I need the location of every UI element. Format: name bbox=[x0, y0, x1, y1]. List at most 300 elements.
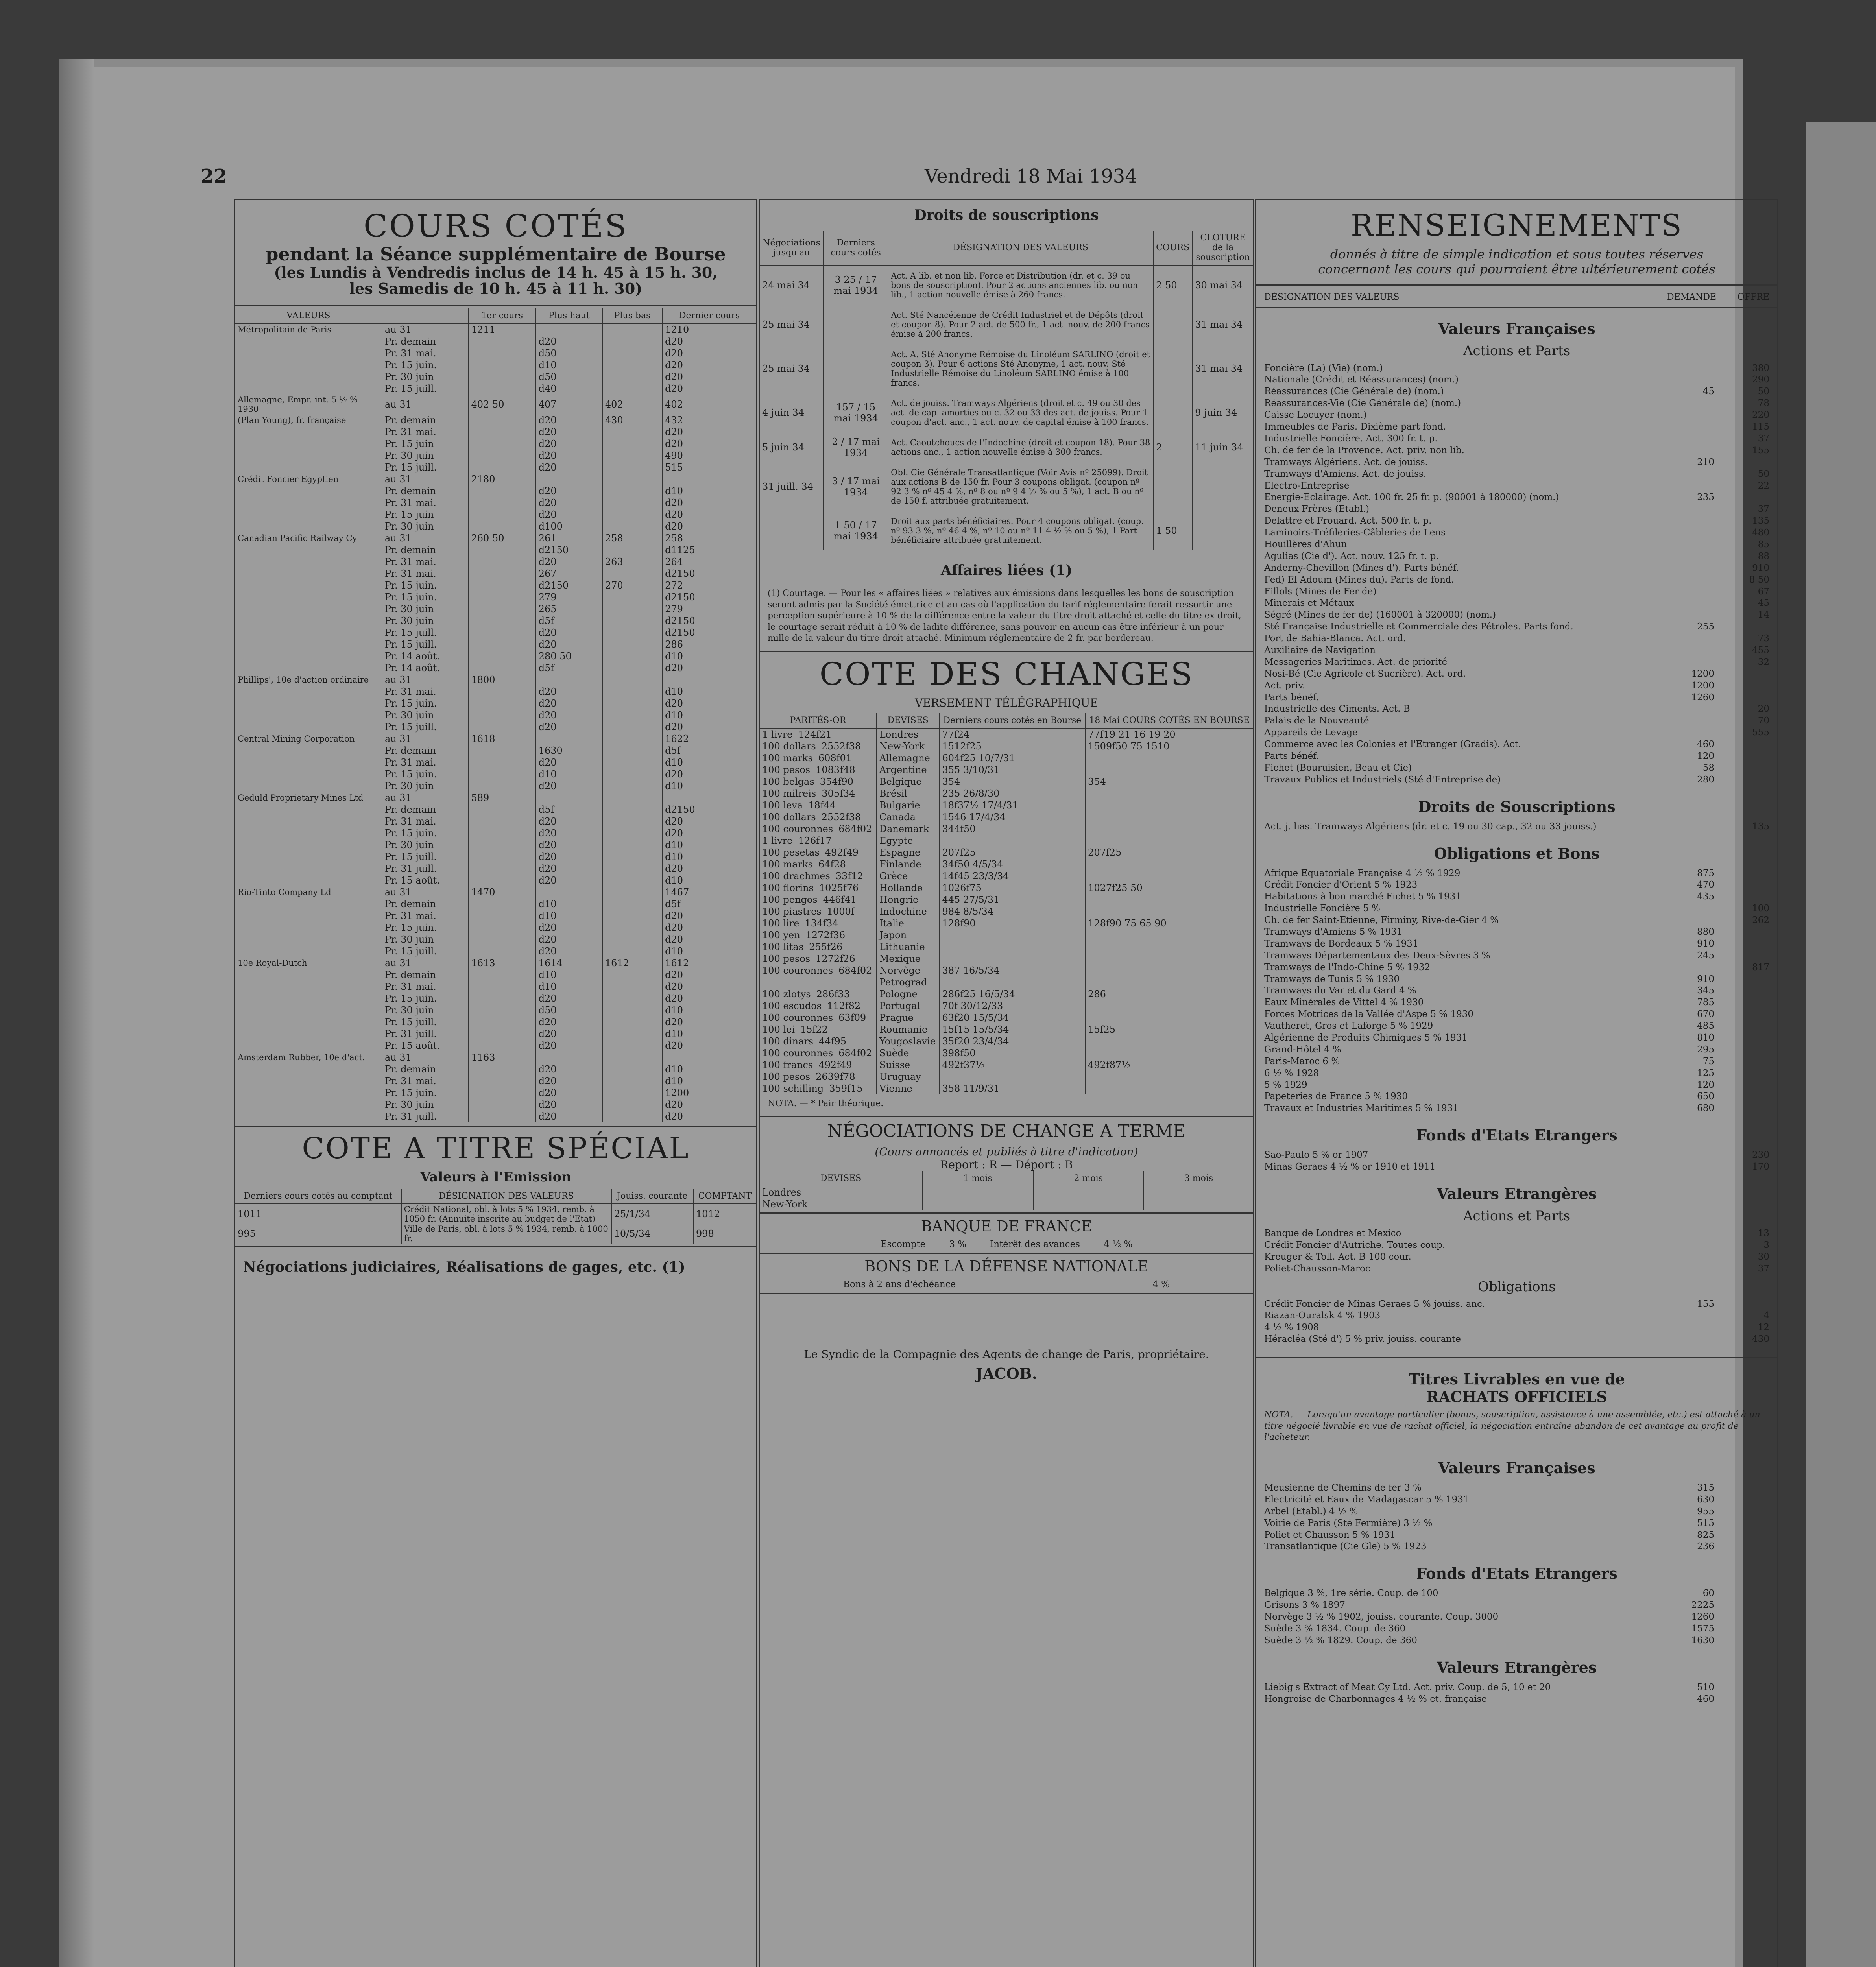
table-row bbox=[235, 697, 756, 709]
cell-a bbox=[1667, 645, 1714, 657]
cell-a: 1575 bbox=[1691, 1623, 1714, 1634]
table-cell bbox=[602, 485, 662, 497]
table-cell bbox=[1085, 976, 1253, 988]
cell-b bbox=[1714, 891, 1769, 903]
table-row bbox=[235, 898, 756, 910]
list-item bbox=[1256, 363, 1777, 375]
table-row bbox=[235, 520, 756, 532]
cell-b bbox=[1714, 1611, 1769, 1623]
table-row bbox=[760, 1024, 1253, 1035]
table-cell bbox=[602, 438, 662, 450]
table-cell: d20 bbox=[665, 521, 683, 532]
table-cell bbox=[602, 969, 662, 981]
table-row bbox=[760, 752, 1253, 764]
table-cell bbox=[760, 1059, 877, 1071]
table-cell: 402 bbox=[602, 395, 662, 414]
changes-title: COTE DES CHANGES bbox=[819, 655, 1194, 692]
table-cell: d20 bbox=[536, 757, 602, 768]
table-cell bbox=[468, 591, 535, 603]
table-cell bbox=[235, 371, 382, 383]
table-cell: Italie bbox=[877, 917, 940, 929]
table-cell bbox=[760, 870, 877, 882]
table-cell bbox=[536, 1052, 602, 1063]
table-row bbox=[235, 544, 756, 556]
parite-unit: 100 pesos bbox=[762, 953, 811, 964]
cell-d: Agulias (Cie d'). Act. nouv. 125 fr. t. p. bbox=[1264, 551, 1439, 561]
cell-d: Parts bénéf. bbox=[1264, 751, 1319, 761]
table-cell bbox=[235, 662, 382, 674]
list-item bbox=[1256, 1494, 1777, 1506]
cell-a bbox=[1667, 374, 1714, 386]
cell-d: Belgique 3 %, 1re série. Coup. de 100 bbox=[1264, 1588, 1438, 1599]
table-cell bbox=[235, 603, 382, 615]
table-row bbox=[760, 858, 1253, 870]
table-cell: 30 mai 34 bbox=[1195, 280, 1243, 291]
terme-table bbox=[760, 1171, 1253, 1210]
cell-b bbox=[1714, 926, 1769, 938]
table-cell: Pr. 30 juin bbox=[382, 615, 468, 627]
table-cell bbox=[235, 638, 382, 650]
cell-d: Habitations à bon marché Fichet 5 % 1931 bbox=[1264, 891, 1461, 902]
table-cell: Rio-Tinto Company Ld bbox=[235, 886, 382, 898]
table-cell bbox=[235, 336, 382, 347]
table-cell: 490 bbox=[665, 450, 683, 461]
droits-title: Droits de souscriptions bbox=[914, 207, 1099, 223]
table-cell bbox=[602, 745, 662, 757]
table-cell bbox=[235, 945, 382, 957]
table-cell: 445 27/5/31 bbox=[939, 894, 1085, 906]
parite-value: 1272f36 bbox=[805, 929, 846, 941]
table-cell: Pr. 30 juin bbox=[382, 450, 468, 461]
terme-subtitle: (Cours annoncés et publiés à titre d'indication) bbox=[875, 1145, 1138, 1158]
cell-d: Tramways du Var et du Gard 4 % bbox=[1264, 985, 1416, 996]
table-cell bbox=[760, 976, 877, 988]
table-cell: Pr. 14 août. bbox=[382, 650, 468, 662]
table-cell: 407 bbox=[536, 395, 602, 414]
table-cell bbox=[468, 627, 535, 638]
parite-value: 492f49 bbox=[825, 847, 859, 858]
list-item bbox=[1256, 1251, 1777, 1263]
table-cell: Lithuanie bbox=[877, 941, 940, 953]
list-item bbox=[1256, 386, 1777, 398]
table-cell: 14f45 23/3/34 bbox=[939, 870, 1085, 882]
cell-b bbox=[1714, 1091, 1769, 1103]
table-cell bbox=[602, 1016, 662, 1028]
changes-subtitle: VERSEMENT TÉLÉGRAPHIQUE bbox=[915, 696, 1098, 709]
list-item bbox=[1256, 563, 1777, 574]
column-header: DEMANDE bbox=[1667, 292, 1717, 302]
table-cell: Phillips', 10e d'action ordinaire bbox=[235, 674, 382, 686]
cell-d: Crédit Foncier d'Autriche. Toutes coup. bbox=[1264, 1240, 1446, 1250]
table-cell: d5f bbox=[665, 899, 681, 910]
parite-value: 255f26 bbox=[809, 941, 843, 952]
list-item bbox=[1256, 1020, 1777, 1032]
list-item bbox=[1256, 480, 1777, 492]
list-item bbox=[1256, 1150, 1777, 1161]
table-cell bbox=[468, 1028, 535, 1040]
table-cell bbox=[760, 1012, 877, 1024]
table-cell: Pr. 30 juin bbox=[382, 709, 468, 721]
cours-cotes-table bbox=[235, 308, 756, 1122]
table-row bbox=[235, 733, 756, 745]
cell-d: Banque de Londres et Mexico bbox=[1264, 1228, 1401, 1239]
table-cell bbox=[760, 1035, 877, 1047]
table-cell: d20 bbox=[665, 993, 683, 1004]
cell-b bbox=[1714, 868, 1769, 880]
table-cell bbox=[235, 1028, 382, 1040]
table-cell: d20 bbox=[536, 922, 602, 934]
table-cell bbox=[760, 894, 877, 906]
table-cell: d2150 bbox=[665, 615, 695, 627]
table-cell bbox=[235, 1040, 382, 1052]
table-cell: 258 bbox=[602, 532, 662, 544]
table-row bbox=[760, 870, 1253, 882]
cell-b: 3 bbox=[1763, 1240, 1769, 1250]
table-cell: Argentine bbox=[877, 764, 940, 776]
table-row bbox=[760, 799, 1253, 811]
table-cell bbox=[602, 981, 662, 993]
list-item bbox=[1256, 515, 1777, 527]
table-cell: d20 bbox=[536, 450, 602, 461]
table-cell bbox=[602, 922, 662, 934]
table-cell bbox=[1085, 894, 1253, 906]
table-row bbox=[235, 993, 756, 1004]
cell-a: 785 bbox=[1697, 997, 1714, 1008]
cell-a bbox=[1667, 1240, 1714, 1251]
cell-a: 255 bbox=[1697, 622, 1714, 632]
cell-d: Ch. de fer de la Provence. Act. priv. non lib. bbox=[1264, 445, 1464, 456]
table-cell: Pr. 15 juin bbox=[382, 438, 468, 450]
cell-b: 555 bbox=[1752, 727, 1769, 738]
rachats-nota: NOTA. — Lorsqu'un avantage particulier (bonus, souscription, assistance à une assemblée, etc.) est attaché à un titre négocié livrable en vue de rachat officiel, la négociation entraîne abandon de cet avantage au profit de l'acheteur. bbox=[1264, 1410, 1760, 1443]
table-cell: d10 bbox=[536, 981, 602, 993]
table-cell: Droit aux parts bénéficiaires. Pour 4 coupons obligat. (coup. nº 93 3 %, nº 46 4 %, nº 10 ou nº 11 4 ½ % ou 5 %), 1 Part bénéficiaire attribuée gratuitement. bbox=[888, 511, 1153, 550]
list-item bbox=[1256, 1263, 1777, 1275]
table-row bbox=[235, 1075, 756, 1087]
parite-unit: 100 couronnes bbox=[762, 1047, 833, 1059]
cell-b: 50 bbox=[1758, 469, 1769, 479]
cell-a: 155 bbox=[1697, 1299, 1714, 1309]
list-item bbox=[1256, 1611, 1777, 1623]
list-item bbox=[1256, 1310, 1777, 1322]
cell-b: 480 bbox=[1752, 528, 1769, 538]
table-cell bbox=[602, 674, 662, 686]
table-cell bbox=[602, 359, 662, 371]
table-cell bbox=[602, 662, 662, 674]
table-cell bbox=[602, 1063, 662, 1075]
table-cell bbox=[235, 1075, 382, 1087]
table-cell bbox=[760, 988, 877, 1000]
table-row bbox=[235, 804, 756, 816]
table-cell bbox=[235, 438, 382, 450]
cell-d: Immeubles de Paris. Dixième part fond. bbox=[1264, 422, 1446, 432]
list-item bbox=[1256, 997, 1777, 1009]
table-cell bbox=[235, 497, 382, 509]
cell-a bbox=[1667, 1228, 1714, 1240]
table-row bbox=[760, 976, 1253, 988]
table-cell: Pr. 31 mai. bbox=[382, 556, 468, 568]
table-cell: Pr. 31 juill. bbox=[382, 1111, 468, 1122]
parite-value: 684f02 bbox=[838, 823, 872, 834]
table-cell: Suède bbox=[877, 1047, 940, 1059]
cell-b: 30 bbox=[1758, 1251, 1769, 1262]
table-cell: Finlande bbox=[877, 858, 940, 870]
table-cell: 267 bbox=[536, 568, 602, 579]
cell-b: 8 50 bbox=[1749, 574, 1769, 585]
table-row bbox=[760, 728, 1253, 740]
table-cell bbox=[760, 1024, 877, 1035]
list-item bbox=[1256, 1056, 1777, 1068]
cell-d: Grand-Hôtel 4 % bbox=[1264, 1044, 1341, 1055]
table-row bbox=[235, 969, 756, 981]
cell-b: 88 bbox=[1758, 551, 1769, 561]
list-item bbox=[1256, 574, 1777, 586]
table-cell bbox=[602, 697, 662, 709]
cell-b bbox=[1714, 739, 1769, 751]
table-cell: au 31 bbox=[382, 886, 468, 898]
parite-value: 608f01 bbox=[818, 752, 852, 764]
table-cell bbox=[602, 1111, 662, 1122]
table-cell: 286 bbox=[1088, 988, 1106, 1000]
cell-b: 85 bbox=[1758, 539, 1769, 550]
table-row bbox=[235, 426, 756, 438]
table-cell: 1210 bbox=[665, 324, 689, 336]
list-item bbox=[1256, 1299, 1777, 1310]
table-cell: d20 bbox=[536, 1028, 602, 1040]
table-cell bbox=[760, 929, 877, 941]
table-row bbox=[235, 497, 756, 509]
table-row bbox=[235, 485, 756, 497]
table-cell bbox=[235, 579, 382, 591]
column-header: 1er cours bbox=[468, 308, 535, 323]
table-cell: Allemagne, Empr. int. 5 ½ % 1930 bbox=[235, 395, 382, 414]
cell-b bbox=[1714, 1068, 1769, 1079]
cell-b: 380 bbox=[1752, 363, 1769, 373]
section-title: Valeurs Etrangères bbox=[1437, 1185, 1597, 1203]
table-cell: Uruguay bbox=[877, 1071, 940, 1083]
table-cell: d50 bbox=[536, 1004, 602, 1016]
table-cell: 286 bbox=[665, 639, 683, 650]
table-cell bbox=[602, 851, 662, 863]
table-cell: 2 / 17 mai 1934 bbox=[824, 432, 888, 462]
list-item bbox=[1256, 398, 1777, 410]
list-item bbox=[1256, 1600, 1777, 1611]
table-cell: Pr. demain bbox=[382, 898, 468, 910]
list-item bbox=[1256, 410, 1777, 421]
cell-a bbox=[1667, 586, 1714, 598]
table-cell bbox=[235, 544, 382, 556]
cell-a bbox=[1667, 504, 1714, 515]
table-cell: 4 juin 34 bbox=[760, 393, 824, 432]
cell-d: Deneux Frères (Etabl.) bbox=[1264, 504, 1369, 515]
table-row bbox=[235, 323, 756, 336]
cell-b bbox=[1714, 457, 1769, 469]
table-cell: d10 bbox=[665, 1076, 683, 1087]
cell-a: 280 bbox=[1697, 774, 1714, 785]
table-row bbox=[235, 568, 756, 579]
table-cell: 11 juin 34 bbox=[1195, 442, 1243, 453]
table-cell bbox=[602, 839, 662, 851]
renseignements-sub1: donnés à titre de simple indication et sous toutes réserves bbox=[1330, 247, 1704, 262]
section-title: Droits de Souscriptions bbox=[1418, 797, 1616, 816]
table-row bbox=[235, 816, 756, 827]
table-row bbox=[760, 1083, 1253, 1094]
table-cell: 25/1/34 bbox=[611, 1204, 693, 1224]
table-cell: 1614 bbox=[536, 957, 602, 969]
table-cell bbox=[760, 764, 877, 776]
table-cell: Pr. 15 juill. bbox=[382, 851, 468, 863]
cell-a: 1200 bbox=[1691, 680, 1714, 691]
list-item bbox=[1256, 1228, 1777, 1240]
terme-title: NÉGOCIATIONS DE CHANGE A TERME bbox=[827, 1121, 1186, 1141]
table-cell: Pr. 15 juin. bbox=[382, 579, 468, 591]
table-cell bbox=[468, 1063, 535, 1075]
table-cell bbox=[468, 426, 535, 438]
cell-d: Fillols (Mines de Fer de) bbox=[1264, 586, 1377, 597]
cell-a: 825 bbox=[1697, 1530, 1714, 1540]
table-cell: d20 bbox=[536, 426, 602, 438]
list-item bbox=[1256, 879, 1777, 891]
table-cell: 432 bbox=[665, 415, 683, 426]
table-cell: 128f90 bbox=[939, 917, 1085, 929]
table-row bbox=[235, 957, 756, 969]
table-cell: Pr. 15 juin. bbox=[382, 768, 468, 780]
table-cell: d20 bbox=[665, 828, 683, 839]
cell-b bbox=[1714, 1600, 1769, 1611]
parite-value: 15f22 bbox=[800, 1024, 828, 1035]
cell-b: 50 bbox=[1758, 386, 1769, 397]
table-cell bbox=[235, 745, 382, 757]
table-cell: au 31 bbox=[382, 1052, 468, 1063]
table-cell bbox=[468, 371, 535, 383]
parite-unit: 100 marks bbox=[762, 752, 813, 764]
table-cell bbox=[1085, 1035, 1253, 1047]
table-row bbox=[235, 721, 756, 733]
cell-b bbox=[1714, 950, 1769, 962]
table-cell bbox=[1153, 393, 1192, 432]
table-cell: au 31 bbox=[382, 957, 468, 969]
table-cell bbox=[824, 344, 888, 393]
table-cell: 77f19 21 16 19 20 bbox=[1088, 729, 1176, 740]
table-cell: 25 mai 34 bbox=[760, 305, 824, 344]
cell-d: Grisons 3 % 1897 bbox=[1264, 1600, 1345, 1611]
table-cell: d20 bbox=[536, 461, 602, 473]
table-cell bbox=[602, 615, 662, 627]
table-cell: d20 bbox=[665, 662, 683, 674]
table-cell: Pr. 31 mai. bbox=[382, 426, 468, 438]
table-cell bbox=[235, 816, 382, 827]
table-cell: d20 bbox=[665, 969, 683, 981]
table-cell: Pr. 15 juin. bbox=[382, 697, 468, 709]
table-cell bbox=[468, 721, 535, 733]
table-cell: Pr. 31 mai. bbox=[382, 757, 468, 768]
list-item bbox=[1256, 657, 1777, 668]
table-cell: d2150 bbox=[665, 568, 695, 579]
table-cell bbox=[468, 898, 535, 910]
list-item bbox=[1256, 821, 1777, 833]
table-cell bbox=[235, 359, 382, 371]
cours-cotes-hours-2: les Samedis de 10 h. 45 à 11 h. 30) bbox=[349, 280, 643, 298]
column-header: 3 mois bbox=[1144, 1171, 1253, 1186]
cell-b: 70 bbox=[1758, 716, 1769, 726]
cell-d: Act. priv. bbox=[1264, 680, 1305, 691]
list-item bbox=[1256, 692, 1777, 704]
cell-b: 170 bbox=[1752, 1162, 1769, 1172]
cell-a: 1630 bbox=[1691, 1635, 1714, 1646]
table-cell: d20 bbox=[665, 426, 683, 438]
table-cell: 1026f75 bbox=[939, 882, 1085, 894]
table-cell: 1612 bbox=[602, 957, 662, 969]
table-cell: Act. A lib. et non lib. Force et Distribution (dr. et c. 39 ou bons de souscription). Pour 2 actions anciennes lib. ou non lib., 1 action nouvelle émise à 260 francs. bbox=[888, 265, 1153, 305]
column-header: Dernier cours bbox=[662, 308, 756, 323]
table-cell bbox=[662, 792, 756, 804]
table-cell bbox=[468, 485, 535, 497]
table-row bbox=[235, 780, 756, 792]
table-cell bbox=[602, 886, 662, 898]
table-cell bbox=[235, 450, 382, 461]
table-cell: Pr. 30 juin bbox=[382, 603, 468, 615]
cell-a bbox=[1667, 1334, 1714, 1345]
table-cell: d50 bbox=[536, 347, 602, 359]
table-cell bbox=[235, 461, 382, 473]
table-cell: d20 bbox=[665, 348, 683, 359]
cell-b bbox=[1714, 621, 1769, 633]
column-header bbox=[382, 308, 468, 323]
table-cell: d10 bbox=[665, 1028, 683, 1040]
parite-unit: 100 pesetas bbox=[762, 847, 820, 858]
table-row bbox=[235, 1063, 756, 1075]
cell-d: Houillères d'Ahun bbox=[1264, 539, 1347, 550]
cell-d: Fed) El Adoum (Mines du). Parts de fond. bbox=[1264, 574, 1454, 585]
banque-escompte: Escompte bbox=[880, 1239, 926, 1249]
table-cell bbox=[235, 934, 382, 945]
table-cell: Pr. 31 mai. bbox=[382, 1075, 468, 1087]
table-row bbox=[760, 894, 1253, 906]
table-cell bbox=[602, 898, 662, 910]
cell-d: Ségré (Mines de fer de) (160001 à 320000) (nom.) bbox=[1264, 610, 1496, 620]
table-cell bbox=[235, 721, 382, 733]
table-cell bbox=[235, 839, 382, 851]
cote-special-table bbox=[235, 1189, 756, 1244]
table-cell bbox=[235, 863, 382, 875]
cell-b bbox=[1714, 1032, 1769, 1044]
parite-value: 2552f38 bbox=[821, 740, 861, 752]
table-cell: Métropolitain de Paris bbox=[235, 323, 382, 336]
table-row bbox=[235, 438, 756, 450]
cell-d: Arbel (Etabl.) 4 ½ % bbox=[1264, 1506, 1358, 1517]
table-cell: Obl. Cie Générale Transatlantique (Voir Avis nº 25099). Droit aux actions B de 150 fr. Pour 3 coupons obligat. (coupon nº 92 3 % nº 45 4 %, nº 8 ou nº 9 4 ½ % ou 5 %), 1 act. B ou nº de 150 f. attribuée gratuitement. bbox=[888, 462, 1153, 511]
table-cell bbox=[939, 976, 1085, 988]
table-cell: Egypte bbox=[877, 835, 940, 847]
table-cell bbox=[468, 638, 535, 650]
table-cell: 260 50 bbox=[468, 532, 535, 544]
cell-b: 135 bbox=[1752, 516, 1769, 526]
table-cell bbox=[235, 520, 382, 532]
table-cell bbox=[1085, 811, 1253, 823]
list-item bbox=[1256, 1530, 1777, 1541]
table-cell bbox=[602, 426, 662, 438]
cell-d: Act. j. lias. Tramways Algériens (dr. et c. 19 ou 30 cap., 32 ou 33 jouiss.) bbox=[1264, 821, 1597, 832]
table-cell: d10 bbox=[536, 969, 602, 981]
list-item bbox=[1256, 433, 1777, 445]
page-number: 22 bbox=[201, 165, 227, 187]
table-cell: d20 bbox=[665, 1040, 683, 1052]
table-cell: d20 bbox=[536, 556, 602, 568]
table-cell bbox=[824, 305, 888, 344]
banque-avances: Intérêt des avances bbox=[990, 1239, 1080, 1249]
table-row bbox=[760, 1186, 1253, 1198]
table-cell bbox=[468, 922, 535, 934]
